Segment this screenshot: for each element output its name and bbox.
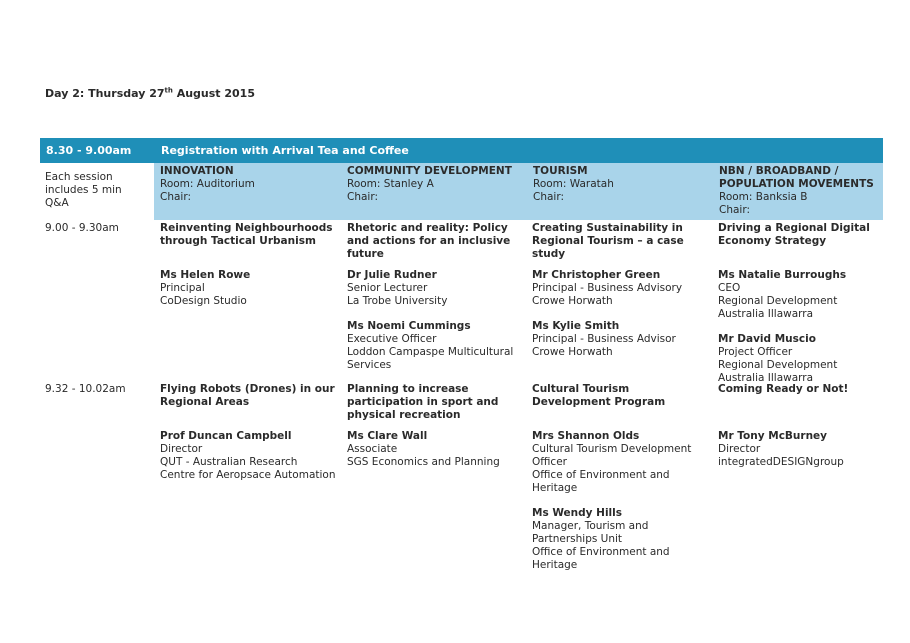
stream-title: NBN / BROADBAND / [719, 165, 839, 177]
talk-title: Regional Areas [160, 396, 250, 408]
talk-cell [532, 222, 712, 359]
speaker-detail: Australia Illawarra [718, 372, 814, 384]
session-time: 9.32 - 10.02am [45, 383, 126, 395]
talk-title: future [347, 248, 384, 260]
speaker-name: Dr Julie Rudner [347, 269, 437, 281]
speaker-detail: Officer [532, 456, 567, 468]
speaker-detail: Principal - Business Advisor [532, 333, 676, 345]
speaker-detail: Regional Development [718, 359, 838, 371]
stream-title: COMMUNITY DEVELOPMENT [347, 165, 512, 177]
talk-cell [718, 383, 883, 469]
talk-title: Regional Tourism – a case [532, 235, 684, 247]
day-heading-date: Day 2: Thursday 27 [45, 87, 165, 100]
speaker-detail: Crowe Horwath [532, 346, 613, 358]
speaker-detail: Cultural Tourism Development [532, 443, 692, 455]
talk-title: Driving a Regional Digital [718, 222, 870, 234]
stream-chair: Chair: [719, 204, 751, 216]
speaker-detail: La Trobe University [347, 295, 448, 307]
talk-title: Flying Robots (Drones) in our [160, 383, 335, 395]
talk-cell [160, 383, 340, 482]
speaker-detail: Principal [160, 282, 205, 294]
speaker-detail: Project Officer [718, 346, 793, 358]
speaker-name: Mrs Shannon Olds [532, 430, 640, 442]
speaker-name: Prof Duncan Campbell [160, 430, 292, 442]
stream-header-tourism [527, 163, 713, 220]
speaker-detail: CEO [718, 282, 741, 294]
day-heading-month: August 2015 [172, 87, 255, 100]
speaker-detail: SGS Economics and Planning [347, 456, 500, 468]
talk-title: Economy Strategy [718, 235, 827, 247]
speaker-detail: Partnerships Unit [532, 533, 623, 545]
speaker-detail: CoDesign Studio [160, 295, 247, 307]
speaker-detail: Services [347, 359, 392, 371]
talk-title: study [532, 248, 566, 260]
session-note-line: Each session [45, 171, 113, 183]
talk-cell [347, 383, 527, 469]
stream-title: POPULATION MOVEMENTS [719, 178, 874, 190]
talk-cell [160, 222, 340, 308]
speaker-detail: Heritage [532, 482, 578, 494]
speaker-name: Ms Kylie Smith [532, 320, 620, 332]
speaker-name: Mr Tony McBurney [718, 430, 828, 442]
stream-title: INNOVATION [160, 165, 234, 177]
stream-chair: Chair: [160, 191, 192, 203]
speaker-name: Ms Noemi Cummings [347, 320, 471, 332]
speaker-detail: Australia Illawarra [718, 308, 814, 320]
speaker-name: Mr Christopher Green [532, 269, 661, 281]
speaker-detail: Regional Development [718, 295, 838, 307]
registration-label: Registration with Arrival Tea and Coffee [161, 144, 409, 157]
speaker-name: Ms Helen Rowe [160, 269, 251, 281]
talk-title: Coming Ready or Not! [718, 383, 849, 395]
day-heading-ordinal: th [164, 86, 173, 95]
talk-cell [347, 222, 527, 372]
speaker-detail: Office of Environment and [532, 546, 670, 558]
session-note-line: Q&A [45, 197, 69, 209]
speaker-detail: Principal - Business Advisory [532, 282, 683, 294]
talk-title: participation in sport and [347, 396, 499, 408]
speaker-detail: Office of Environment and [532, 469, 670, 481]
registration-time: 8.30 - 9.00am [46, 144, 132, 157]
session-note-line: includes 5 min [45, 184, 122, 196]
talk-title: Cultural Tourism [532, 383, 630, 395]
stream-room: Room: Stanley A [347, 178, 434, 190]
speaker-name: Ms Wendy Hills [532, 507, 623, 519]
speaker-detail: Executive Officer [347, 333, 437, 345]
speaker-detail: integratedDESIGNgroup [718, 456, 844, 468]
speaker-detail: Loddon Campaspe Multicultural [347, 346, 514, 358]
stream-header-innovation [154, 163, 341, 220]
speaker-name: Mr David Muscio [718, 333, 816, 345]
speaker-detail: Director [160, 443, 203, 455]
talk-title: Rhetoric and reality: Policy [347, 222, 508, 234]
talk-cell [718, 222, 883, 385]
speaker-detail: QUT - Australian Research [160, 456, 298, 468]
speaker-detail: Manager, Tourism and [532, 520, 649, 532]
talk-title: Reinventing Neighbourhoods [160, 222, 333, 234]
day-heading [45, 87, 255, 100]
registration-bar [40, 138, 883, 163]
stream-room: Room: Banksia B [719, 191, 808, 203]
speaker-detail: Heritage [532, 559, 578, 571]
talk-title: Creating Sustainability in [532, 222, 683, 234]
talk-title: Planning to increase [347, 383, 469, 395]
talk-title: Development Program [532, 396, 666, 408]
talk-cell [532, 383, 712, 572]
stream-chair: Chair: [347, 191, 379, 203]
speaker-name: Ms Natalie Burroughs [718, 269, 847, 281]
speaker-detail: Crowe Horwath [532, 295, 613, 307]
stream-chair: Chair: [533, 191, 565, 203]
session-note [40, 163, 154, 218]
stream-header-community-development [341, 163, 527, 220]
speaker-detail: Senior Lecturer [347, 282, 428, 294]
stream-room: Room: Auditorium [160, 178, 255, 190]
speaker-detail: Director [718, 443, 761, 455]
speaker-detail: Associate [347, 443, 398, 455]
stream-room: Room: Waratah [533, 178, 614, 190]
stream-title: TOURISM [533, 165, 588, 177]
stream-header-nbn [713, 163, 883, 220]
talk-title: and actions for an inclusive [347, 235, 511, 247]
speaker-detail: Centre for Aeropsace Automation [160, 469, 336, 481]
talk-title: physical recreation [347, 409, 461, 421]
session-time: 9.00 - 9.30am [45, 222, 119, 234]
speaker-name: Ms Clare Wall [347, 430, 428, 442]
talk-title: through Tactical Urbanism [160, 235, 316, 247]
